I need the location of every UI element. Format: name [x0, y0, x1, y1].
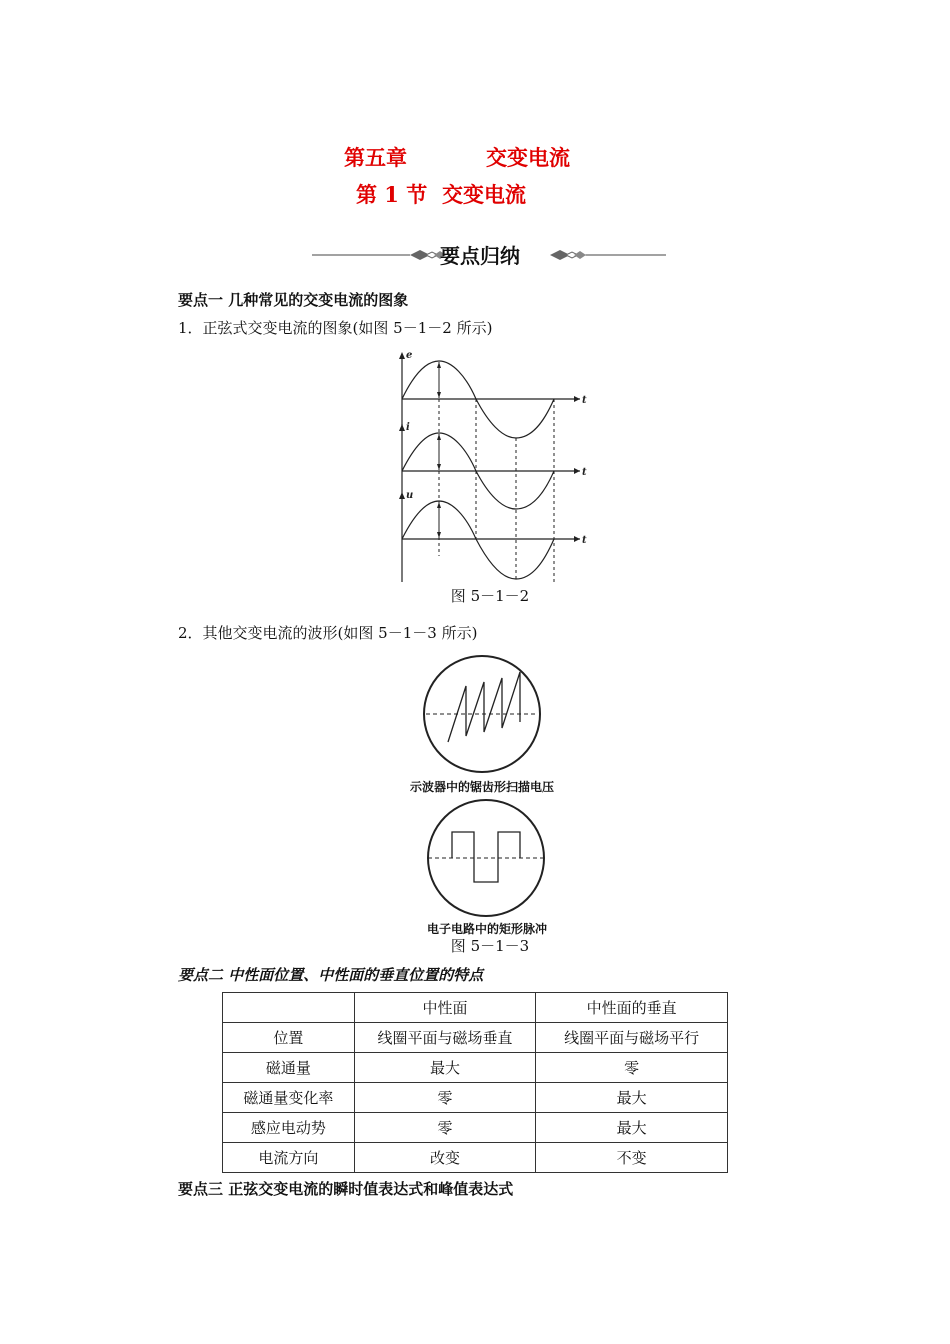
section-number: 第 1 节 — [356, 182, 428, 207]
table-row — [223, 1143, 728, 1173]
section-title: 交变电流 — [442, 182, 526, 207]
table-row — [223, 1023, 728, 1053]
table-cell: 零 — [536, 1053, 728, 1083]
table-header-row — [223, 993, 728, 1023]
table-cell: 磁通量变化率 — [223, 1083, 355, 1113]
t-label-i: t — [582, 467, 587, 478]
table-cell: 磁通量 — [223, 1053, 355, 1083]
t-label-e: t — [582, 395, 587, 406]
u-wave — [402, 501, 554, 579]
point1-heading: 要点一 几种常见的交变电流的图象 — [178, 291, 409, 309]
banner-title: 要点归纳 — [440, 244, 520, 268]
table-cell: 不变 — [536, 1143, 728, 1173]
table-cell: 感应电动势 — [223, 1113, 355, 1143]
table-cell: 零 — [354, 1083, 536, 1113]
table-header-cell — [223, 993, 355, 1023]
table-cell: 线圈平面与磁场垂直 — [354, 1023, 536, 1053]
table-row — [223, 1053, 728, 1083]
chapter-title: 交变电流 — [486, 145, 570, 170]
table-cell: 电流方向 — [223, 1143, 355, 1173]
point1-item2: 2．其他交变电流的波形(如图 5－1－3 所示) — [178, 624, 478, 642]
table-row — [223, 1083, 728, 1113]
sine-waves-figure — [392, 346, 592, 584]
table-cell: 最大 — [354, 1053, 536, 1083]
point2-heading: 要点二 中性面位置、中性面的垂直位置的特点 — [178, 966, 484, 984]
chapter-number: 第五章 — [344, 145, 407, 170]
e-label: e — [406, 350, 413, 361]
neutral-plane-table — [222, 992, 728, 1173]
fig2-caption: 图 5－1－3 — [450, 937, 530, 955]
table-cell: 最大 — [536, 1083, 728, 1113]
table-cell: 线圈平面与磁场平行 — [536, 1023, 728, 1053]
point1-item1: 1．正弦式交变电流的图象(如图 5－1－2 所示) — [178, 319, 493, 337]
table-header-cell: 中性面的垂直 — [536, 993, 728, 1023]
table-cell: 最大 — [536, 1113, 728, 1143]
u-label: u — [406, 490, 414, 501]
i-label: i — [406, 422, 410, 433]
table-cell: 位置 — [223, 1023, 355, 1053]
fig1-caption: 图 5－1－2 — [450, 587, 530, 605]
sawtooth-caption: 示波器中的锯齿形扫描电压 — [409, 780, 554, 794]
t-label-u: t — [582, 535, 587, 546]
table-cell: 零 — [354, 1113, 536, 1143]
table-row — [223, 1113, 728, 1143]
square-pulse-scope — [424, 796, 548, 920]
table-cell: 改变 — [354, 1143, 536, 1173]
sawtooth-scope — [420, 652, 544, 776]
square-caption: 电子电路中的矩形脉冲 — [426, 922, 547, 936]
table-header-cell: 中性面 — [354, 993, 536, 1023]
point3-heading: 要点三 正弦交变电流的瞬时值表达式和峰值表达式 — [178, 1180, 514, 1198]
